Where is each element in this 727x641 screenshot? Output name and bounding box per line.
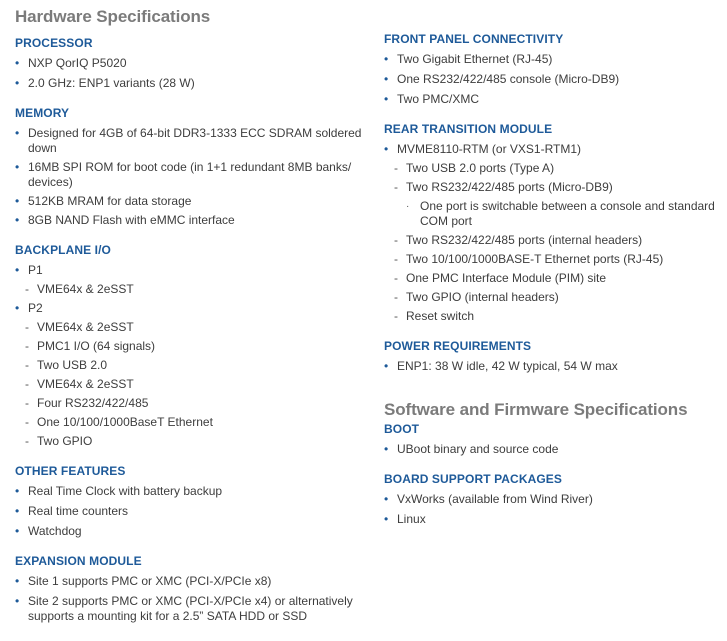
section-heading: PROCESSOR xyxy=(15,36,93,50)
bullet-icon: • xyxy=(15,194,20,208)
list-item xyxy=(15,504,370,519)
dash-icon: - xyxy=(25,339,29,353)
section-memory xyxy=(15,106,370,228)
sub-list-item xyxy=(384,290,719,305)
item-text: 8GB NAND Flash with eMMC interface xyxy=(28,213,235,227)
item-text: Two GPIO (internal headers) xyxy=(406,290,559,304)
item-text: 512KB MRAM for data storage xyxy=(28,194,192,208)
list-item xyxy=(384,142,719,157)
list-item xyxy=(15,594,370,624)
list-item xyxy=(15,76,370,91)
bullet-icon: • xyxy=(15,56,20,70)
list-item xyxy=(384,492,719,507)
bullet-icon: • xyxy=(15,504,20,518)
list-item xyxy=(15,56,370,71)
dash-icon: - xyxy=(394,180,398,194)
bullet-list xyxy=(15,574,370,624)
dot-icon: · xyxy=(406,201,410,212)
item-text: VME64x & 2eSST xyxy=(37,282,134,296)
sub-list-item xyxy=(384,161,719,176)
section-rear-transition xyxy=(384,122,719,324)
bullet-icon: • xyxy=(15,126,20,140)
item-text: Reset switch xyxy=(406,309,475,323)
sub-list-item xyxy=(15,282,370,297)
bullet-icon: • xyxy=(384,52,389,66)
item-text: NXP QorIQ P5020 xyxy=(28,56,127,70)
section-heading: BOOT xyxy=(384,422,420,436)
list-item xyxy=(15,160,370,190)
bullet-icon: • xyxy=(384,92,389,106)
item-text: Two PMC/XMC xyxy=(397,92,480,106)
list-item xyxy=(384,52,719,67)
section-heading: REAR TRANSITION MODULE xyxy=(384,122,553,136)
dash-icon: - xyxy=(394,290,398,304)
item-text: Two RS232/422/485 ports (Micro-DB9) xyxy=(406,180,613,194)
item-text: VME64x & 2eSST xyxy=(37,377,134,391)
list-item xyxy=(15,213,370,228)
sub-sub-list-item xyxy=(384,199,719,229)
item-text: One port is switchable between a console and standard COM port xyxy=(420,199,715,228)
item-text: Two 10/100/1000BASE-T Ethernet ports (RJ-45) xyxy=(406,252,664,266)
bullet-list xyxy=(384,492,719,527)
sub-list-item xyxy=(15,415,370,430)
bullet-icon: • xyxy=(15,594,20,608)
list-item xyxy=(384,72,719,87)
item-text: Real time counters xyxy=(28,504,129,518)
dash-icon: - xyxy=(25,282,29,296)
sub-list-item xyxy=(384,252,719,267)
section-processor xyxy=(15,36,370,91)
dash-icon: - xyxy=(394,252,398,266)
bullet-icon: • xyxy=(15,263,20,277)
bullet-icon: • xyxy=(384,442,389,456)
list-item xyxy=(384,359,719,374)
item-text: Site 1 supports PMC or XMC (PCI-X/PCIe x8) xyxy=(28,574,272,588)
dash-icon: - xyxy=(25,396,29,410)
bullet-icon: • xyxy=(15,524,20,538)
bullet-icon: • xyxy=(15,213,20,227)
section-heading: OTHER FEATURES xyxy=(15,464,126,478)
item-text: UBoot binary and source code xyxy=(397,442,559,456)
item-text: VxWorks (available from Wind River) xyxy=(397,492,593,506)
item-text: One RS232/422/485 console (Micro-DB9) xyxy=(397,72,620,86)
bullet-icon: • xyxy=(15,574,20,588)
section-board-support xyxy=(384,472,719,527)
item-text: P2 xyxy=(28,301,43,315)
sub-list-item xyxy=(15,320,370,335)
dash-icon: - xyxy=(25,377,29,391)
bullet-icon: • xyxy=(15,76,20,90)
bullet-icon: • xyxy=(15,301,20,315)
section-heading: POWER REQUIREMENTS xyxy=(384,339,532,353)
dash-icon: - xyxy=(394,233,398,247)
sub-list-item xyxy=(384,180,719,195)
item-text: Two GPIO xyxy=(37,434,93,448)
sub-list-item xyxy=(15,358,370,373)
software-title: Software and Firmware Specifications xyxy=(384,400,688,419)
bullet-list xyxy=(15,56,370,91)
list-item xyxy=(15,484,370,499)
section-boot xyxy=(384,422,719,457)
list-item xyxy=(15,574,370,589)
list-item xyxy=(15,194,370,209)
bullet-icon: • xyxy=(384,359,389,373)
bullet-list xyxy=(384,52,719,107)
hardware-title: Hardware Specifications xyxy=(15,7,211,26)
item-text: P1 xyxy=(28,263,43,277)
dash-icon: - xyxy=(394,309,398,323)
item-text: One 10/100/1000BaseT Ethernet xyxy=(37,415,213,429)
list-item xyxy=(15,524,370,539)
item-text: Two USB 2.0 xyxy=(37,358,108,372)
bullet-icon: • xyxy=(384,492,389,506)
item-text: ENP1: 38 W idle, 42 W typical, 54 W max xyxy=(397,359,618,373)
item-text: Two RS232/422/485 ports (internal headers) xyxy=(406,233,643,247)
dash-icon: - xyxy=(394,271,398,285)
section-expansion-module xyxy=(15,554,370,624)
section-power xyxy=(384,339,719,374)
hardware-column xyxy=(15,0,370,629)
bullet-icon: • xyxy=(15,160,20,174)
item-text: Watchdog xyxy=(28,524,82,538)
section-heading: MEMORY xyxy=(15,106,70,120)
item-text: Real Time Clock with battery backup xyxy=(28,484,223,498)
bullet-icon: • xyxy=(384,512,389,526)
item-text: Site 2 supports PMC or XMC (PCI-X/PCIe x4) or alternatively supports a mounting kit for a 2.5” SATA HDD or SSD xyxy=(28,594,353,623)
item-text: Designed for 4GB of 64-bit DDR3-1333 ECC SDRAM soldered down xyxy=(28,126,362,155)
sub-list-item xyxy=(15,396,370,411)
item-text: PMC1 I/O (64 signals) xyxy=(37,339,156,353)
bullet-list xyxy=(15,484,370,539)
list-item xyxy=(15,126,370,156)
sub-list-item xyxy=(15,434,370,449)
section-heading: EXPANSION MODULE xyxy=(15,554,142,568)
item-text: Four RS232/422/485 xyxy=(37,396,149,410)
sub-list-item xyxy=(384,233,719,248)
list-item xyxy=(384,92,719,107)
section-front-panel xyxy=(384,32,719,107)
item-text: MVME8110-RTM (or VXS1-RTM1) xyxy=(397,142,582,156)
item-text: Two USB 2.0 ports (Type A) xyxy=(406,161,555,175)
bullet-list xyxy=(15,263,370,449)
bullet-list xyxy=(384,359,719,374)
section-other-features xyxy=(15,464,370,539)
list-item xyxy=(15,263,370,278)
section-heading: BOARD SUPPORT PACKAGES xyxy=(384,472,562,486)
list-item xyxy=(15,301,370,316)
sub-list-item xyxy=(15,339,370,354)
bullet-icon: • xyxy=(15,484,20,498)
section-heading: FRONT PANEL CONNECTIVITY xyxy=(384,32,564,46)
dash-icon: - xyxy=(25,320,29,334)
item-text: Two Gigabit Ethernet (RJ-45) xyxy=(397,52,553,66)
list-item xyxy=(384,512,719,527)
item-text: 2.0 GHz: ENP1 variants (28 W) xyxy=(28,76,195,90)
item-text: VME64x & 2eSST xyxy=(37,320,134,334)
bullet-icon: • xyxy=(384,142,389,156)
sub-list-item xyxy=(384,309,719,324)
list-item xyxy=(384,442,719,457)
item-text: Linux xyxy=(397,512,426,526)
item-text: One PMC Interface Module (PIM) site xyxy=(406,271,607,285)
dash-icon: - xyxy=(25,434,29,448)
bullet-list xyxy=(15,126,370,228)
bullet-list xyxy=(384,442,719,457)
dash-icon: - xyxy=(25,415,29,429)
bullet-icon: • xyxy=(384,72,389,86)
connectivity-column xyxy=(384,0,719,532)
sub-list-item xyxy=(384,271,719,286)
section-backplane-io xyxy=(15,243,370,449)
sub-list-item xyxy=(15,377,370,392)
bullet-list xyxy=(384,142,719,324)
dash-icon: - xyxy=(394,161,398,175)
item-text: 16MB SPI ROM for boot code (in 1+1 redundant 8MB banks/ devices) xyxy=(28,160,352,189)
section-heading: BACKPLANE I/O xyxy=(15,243,111,257)
dash-icon: - xyxy=(25,358,29,372)
